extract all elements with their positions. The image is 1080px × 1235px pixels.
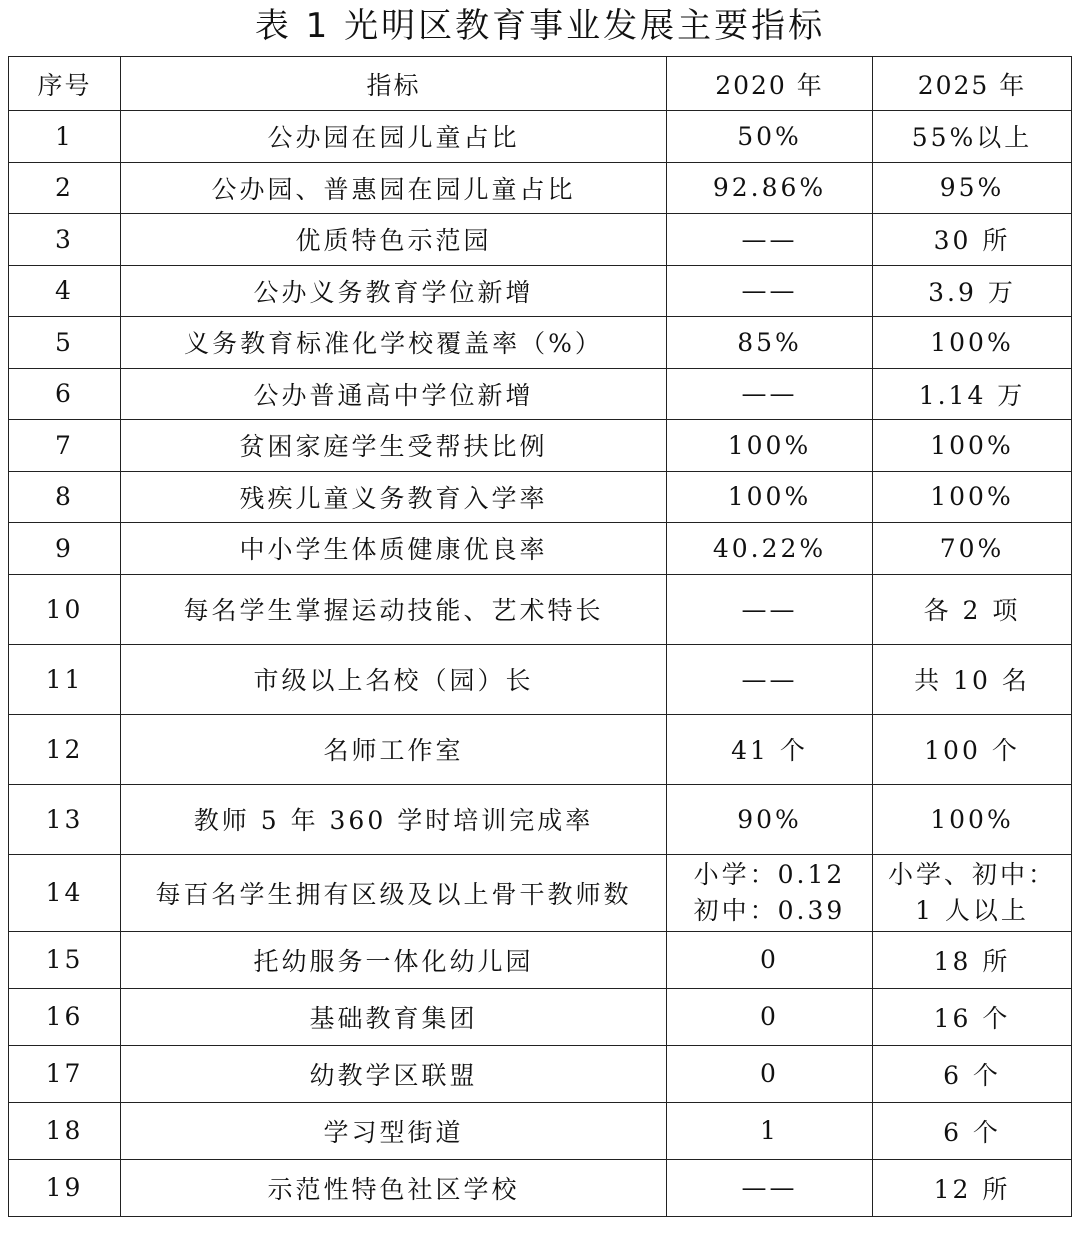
cell-indicator: 公办义务教育学位新增 bbox=[121, 265, 667, 317]
cell-2025-line-1: 小学、初中： bbox=[887, 859, 1056, 889]
cell-2020: 50% bbox=[667, 111, 873, 163]
cell-seq: 15 bbox=[9, 931, 121, 988]
cell-2025: 共 10 名 bbox=[873, 644, 1072, 714]
cell-2020: 0 bbox=[667, 931, 873, 988]
cell-seq: 18 bbox=[9, 1102, 121, 1159]
table-row bbox=[9, 854, 1072, 931]
cell-indicator: 每百名学生拥有区级及以上骨干教师数 bbox=[121, 854, 667, 931]
cell-seq: 4 bbox=[9, 265, 121, 317]
cell-seq: 17 bbox=[9, 1045, 121, 1102]
header-indicator: 指标 bbox=[121, 57, 667, 111]
table-row bbox=[9, 714, 1072, 784]
cell-2025-line-2: 1 人以上 bbox=[915, 895, 1029, 925]
cell-indicator: 优质特色示范园 bbox=[121, 214, 667, 266]
cell-seq: 9 bbox=[9, 523, 121, 575]
cell-2020 bbox=[667, 854, 873, 931]
cell-indicator: 示范性特色社区学校 bbox=[121, 1159, 667, 1216]
table-row bbox=[9, 644, 1072, 714]
table-row bbox=[9, 574, 1072, 644]
cell-2020: —— bbox=[667, 368, 873, 420]
cell-2020: 90% bbox=[667, 784, 873, 854]
header-seq: 序号 bbox=[9, 57, 121, 111]
cell-2020: 85% bbox=[667, 317, 873, 369]
cell-indicator: 义务教育标准化学校覆盖率（%） bbox=[121, 317, 667, 369]
cell-indicator: 残疾儿童义务教育入学率 bbox=[121, 471, 667, 523]
cell-2025: 95% bbox=[873, 162, 1072, 214]
cell-2025: 各 2 项 bbox=[873, 574, 1072, 644]
cell-indicator: 公办普通高中学位新增 bbox=[121, 368, 667, 420]
cell-2025: 30 所 bbox=[873, 214, 1072, 266]
cell-2025: 100% bbox=[873, 784, 1072, 854]
table-row bbox=[9, 471, 1072, 523]
cell-2025: 6 个 bbox=[873, 1045, 1072, 1102]
cell-2020: —— bbox=[667, 214, 873, 266]
cell-2025: 16 个 bbox=[873, 988, 1072, 1045]
header-2020: 2020 年 bbox=[667, 57, 873, 111]
cell-2020: 0 bbox=[667, 1045, 873, 1102]
cell-indicator: 名师工作室 bbox=[121, 714, 667, 784]
cell-2025 bbox=[873, 854, 1072, 931]
cell-indicator: 教师 5 年 360 学时培训完成率 bbox=[121, 784, 667, 854]
table-row bbox=[9, 111, 1072, 163]
cell-indicator: 学习型街道 bbox=[121, 1102, 667, 1159]
cell-indicator: 中小学生体质健康优良率 bbox=[121, 523, 667, 575]
cell-2025: 3.9 万 bbox=[873, 265, 1072, 317]
cell-2020: 100% bbox=[667, 420, 873, 472]
cell-seq: 5 bbox=[9, 317, 121, 369]
table-row bbox=[9, 1102, 1072, 1159]
cell-seq: 12 bbox=[9, 714, 121, 784]
cell-indicator: 每名学生掌握运动技能、艺术特长 bbox=[121, 574, 667, 644]
cell-seq: 8 bbox=[9, 471, 121, 523]
cell-indicator: 基础教育集团 bbox=[121, 988, 667, 1045]
cell-2020: 0 bbox=[667, 988, 873, 1045]
cell-seq: 7 bbox=[9, 420, 121, 472]
cell-seq: 14 bbox=[9, 854, 121, 931]
cell-2020: —— bbox=[667, 644, 873, 714]
cell-indicator: 贫困家庭学生受帮扶比例 bbox=[121, 420, 667, 472]
cell-seq: 1 bbox=[9, 111, 121, 163]
table-row bbox=[9, 931, 1072, 988]
cell-indicator: 托幼服务一体化幼儿园 bbox=[121, 931, 667, 988]
cell-2025: 55%以上 bbox=[873, 111, 1072, 163]
cell-indicator: 公办园在园儿童占比 bbox=[121, 111, 667, 163]
cell-2020: —— bbox=[667, 574, 873, 644]
cell-2020: —— bbox=[667, 1159, 873, 1216]
cell-indicator: 公办园、普惠园在园儿童占比 bbox=[121, 162, 667, 214]
cell-seq: 2 bbox=[9, 162, 121, 214]
table-row bbox=[9, 420, 1072, 472]
cell-2025: 100% bbox=[873, 317, 1072, 369]
indicators-table bbox=[8, 56, 1072, 1217]
header-2025: 2025 年 bbox=[873, 57, 1072, 111]
cell-2025: 100% bbox=[873, 471, 1072, 523]
cell-2020: —— bbox=[667, 265, 873, 317]
cell-indicator: 幼教学区联盟 bbox=[121, 1045, 667, 1102]
cell-seq: 6 bbox=[9, 368, 121, 420]
header-row bbox=[9, 57, 1072, 111]
table-row bbox=[9, 265, 1072, 317]
table-row bbox=[9, 988, 1072, 1045]
cell-2025: 100 个 bbox=[873, 714, 1072, 784]
cell-seq: 3 bbox=[9, 214, 121, 266]
table-row bbox=[9, 214, 1072, 266]
cell-2025: 18 所 bbox=[873, 931, 1072, 988]
cell-seq: 11 bbox=[9, 644, 121, 714]
cell-2025: 12 所 bbox=[873, 1159, 1072, 1216]
table-row bbox=[9, 1045, 1072, 1102]
table-row bbox=[9, 1159, 1072, 1216]
cell-seq: 13 bbox=[9, 784, 121, 854]
table-row bbox=[9, 162, 1072, 214]
table-title: 表 1 光明区教育事业发展主要指标 bbox=[254, 6, 826, 46]
cell-2020: 1 bbox=[667, 1102, 873, 1159]
cell-2020: 92.86% bbox=[667, 162, 873, 214]
cell-2025: 70% bbox=[873, 523, 1072, 575]
cell-2020-line-primary: 小学：0.12 bbox=[693, 859, 846, 889]
cell-2025: 6 个 bbox=[873, 1102, 1072, 1159]
table-row bbox=[9, 317, 1072, 369]
cell-2020: 100% bbox=[667, 471, 873, 523]
cell-seq: 16 bbox=[9, 988, 121, 1045]
cell-2020-line-junior: 初中：0.39 bbox=[693, 895, 846, 925]
cell-indicator: 市级以上名校（园）长 bbox=[121, 644, 667, 714]
cell-2020: 41 个 bbox=[667, 714, 873, 784]
cell-seq: 10 bbox=[9, 574, 121, 644]
table-row bbox=[9, 784, 1072, 854]
cell-seq: 19 bbox=[9, 1159, 121, 1216]
cell-2020: 40.22% bbox=[667, 523, 873, 575]
cell-2025: 1.14 万 bbox=[873, 368, 1072, 420]
table-row bbox=[9, 368, 1072, 420]
table-row bbox=[9, 523, 1072, 575]
cell-2025: 100% bbox=[873, 420, 1072, 472]
